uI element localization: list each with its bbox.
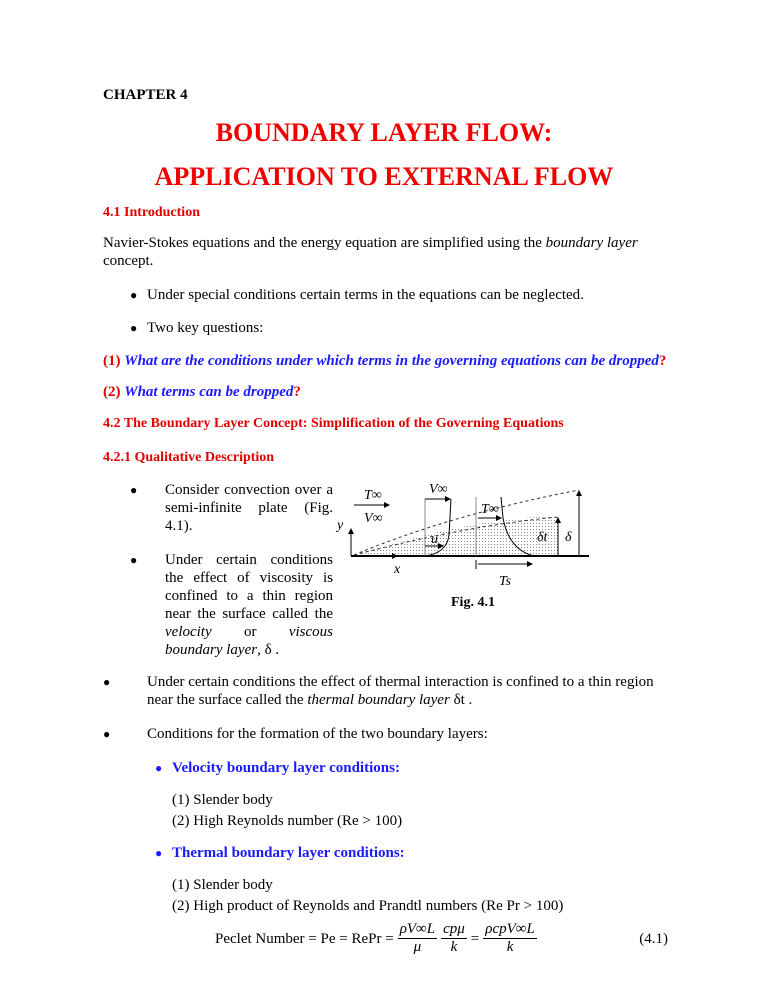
bullet-icon: ●	[130, 321, 138, 335]
title-line-1: BOUNDARY LAYER FLOW:	[215, 118, 553, 147]
thermal-condition-1: (1) Slender body	[172, 877, 273, 893]
bullet-conditions: Conditions for the formation of the two boundary layers:	[147, 726, 488, 742]
fraction: $\frac{\rho V\infty L}{\mu}$	[399, 921, 436, 955]
fraction: $\frac{\text{cpμ}}{k}$	[443, 921, 465, 955]
bullet-icon: ●	[130, 553, 138, 567]
section-4-2-heading: 4.2 The Boundary Layer Concept: Simplification of the Governing Equations	[103, 416, 564, 431]
bullet-item	[103, 551, 333, 659]
equation-lhs: Peclet Number = Pe = RePr =	[215, 930, 394, 947]
chapter-label: CHAPTER 4	[103, 87, 188, 103]
bullet-viscous: Under certain conditions the effect of viscosity is confined to a thin region near the surface called the velocity or viscous boundary layer, δ .	[165, 552, 333, 658]
bullet-item	[103, 286, 668, 304]
figure-caption: Fig. 4.1	[451, 595, 495, 610]
delta-label: δ	[565, 530, 572, 545]
x-label: x	[394, 562, 401, 577]
title-line-2: APPLICATION TO EXTERNAL FLOW	[154, 162, 614, 191]
figure-side-bullets	[103, 481, 333, 659]
bullet-item	[103, 319, 668, 337]
thermal-condition-2: (2) High product of Reynolds and Prandtl numbers (Re Pr > 100)	[172, 898, 564, 914]
thermal-layer-region	[354, 517, 559, 556]
figure-row	[103, 481, 668, 659]
bullet-icon: ●	[155, 846, 163, 860]
velocity-condition-1: (1) Slender body	[172, 792, 273, 808]
section-4-2-1-heading: 4.2.1 Qualitative Description	[103, 450, 275, 465]
boundary-layer-figure	[329, 475, 619, 615]
velocity-conditions-heading: Velocity boundary layer conditions:	[172, 760, 400, 776]
bullet-item	[103, 844, 668, 862]
thermal-conditions-heading: Thermal boundary layer conditions:	[172, 845, 405, 861]
t-inf-label: T∞	[364, 488, 382, 503]
intro-paragraph: Navier-Stokes equations and the energy equation are simplified using the boundary layer concept.	[103, 235, 638, 269]
bullet-item	[103, 673, 668, 709]
question-2: (2) What terms can be dropped?	[103, 384, 301, 400]
delta-t-label: δt	[537, 530, 548, 545]
t-inf-profile-label: T∞	[481, 502, 499, 517]
fraction: $\frac{\text{ρcpV∞L}}{k}$	[485, 921, 535, 955]
bullet-item	[103, 759, 668, 777]
section-4-1-heading: 4.1 Introduction	[103, 205, 200, 220]
bullet-icon: ●	[103, 727, 111, 741]
bullet-text: Two key questions:	[147, 320, 264, 336]
v-inf-label: V∞	[364, 511, 383, 526]
bullet-thermal: Under certain conditions the effect of thermal interaction is confined to a thin region near the surface called the thermal boundary layer δt .	[147, 674, 654, 708]
bullet-consider: Consider convection over a semi-infinite plate (Fig. 4.1).	[165, 482, 333, 534]
velocity-condition-2: (2) High Reynolds number (Re > 100)	[172, 813, 403, 829]
document-page	[103, 86, 668, 956]
equation-4-1	[215, 921, 537, 956]
y-label: y	[337, 518, 344, 533]
equals-sign: =	[470, 930, 480, 947]
bullet-item	[103, 481, 333, 535]
bullet-icon: ●	[155, 761, 163, 775]
ts-label: Ts	[499, 574, 511, 589]
bullet-item	[103, 725, 668, 743]
bullet-icon: ●	[103, 675, 111, 689]
bullet-icon: ●	[130, 288, 138, 302]
u-label: u	[431, 532, 438, 547]
equation-number: (4.1)	[639, 930, 668, 947]
bullet-icon: ●	[130, 483, 138, 497]
equation-row	[103, 921, 668, 956]
bullet-text: Under special conditions certain terms in the equations can be neglected.	[147, 287, 584, 303]
question-1: (1) What are the conditions under which terms in the governing equations can be dropped?	[103, 353, 667, 369]
v-inf-profile-label: V∞	[429, 482, 448, 497]
